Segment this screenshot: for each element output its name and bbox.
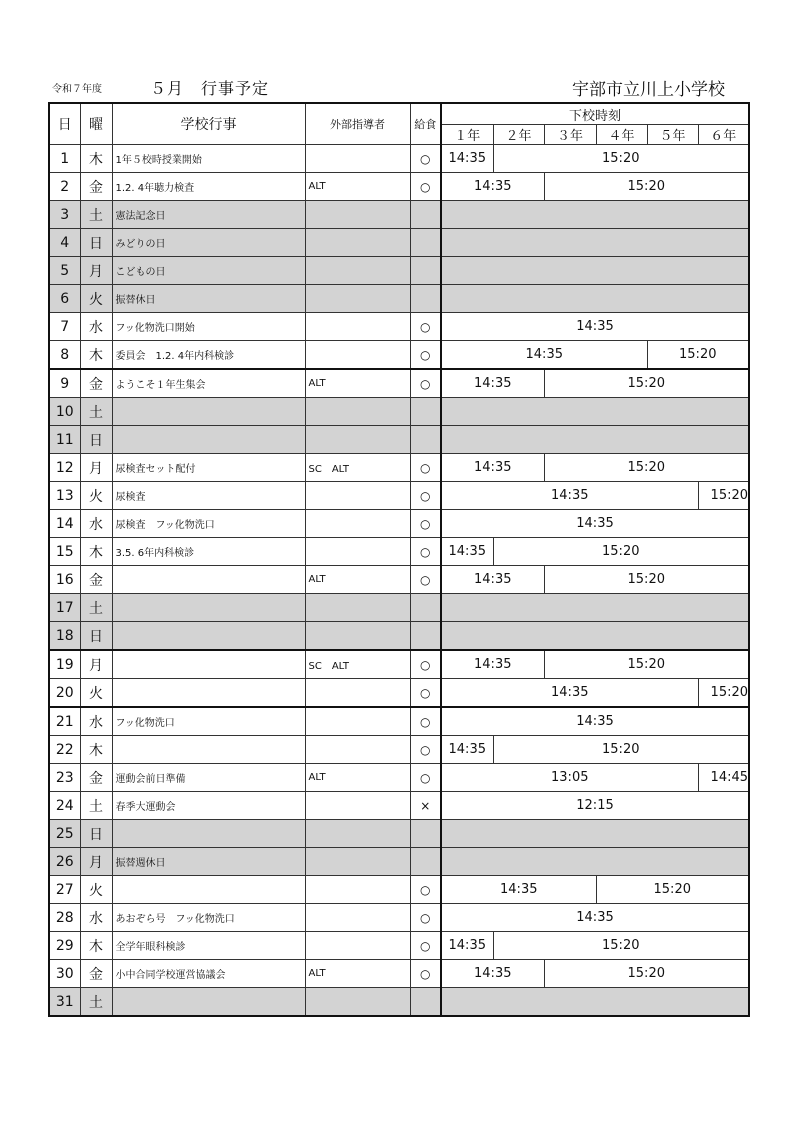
instructor-cell: ALT — [305, 960, 410, 988]
dismissal-time-cell: 14:35 — [441, 932, 493, 960]
table-row — [49, 736, 749, 764]
lunch-cell — [410, 622, 441, 651]
weekday-cell: 木 — [80, 736, 112, 764]
dismissal-cell — [441, 257, 749, 285]
weekday-cell: 水 — [80, 707, 112, 736]
weekday-cell: 火 — [80, 876, 112, 904]
instructor-cell — [305, 736, 410, 764]
event-cell: 小中合同学校運営協議会 — [112, 960, 305, 988]
dismissal-time-cell: 14:35 — [441, 482, 698, 510]
column-header-instructor: 外部指導者 — [305, 103, 410, 145]
dismissal-time-cell: 15:20 — [698, 679, 749, 708]
page-title: ５月 行事予定 — [150, 79, 270, 98]
lunch-cell: ○ — [410, 960, 441, 988]
event-cell: ようこそ１年生集会 — [112, 369, 305, 398]
event-cell: 尿検査 — [112, 482, 305, 510]
column-header-grade: ３年 — [544, 125, 596, 145]
day-cell: 17 — [49, 594, 80, 622]
day-cell: 26 — [49, 848, 80, 876]
weekday-cell: 木 — [80, 538, 112, 566]
event-cell — [112, 650, 305, 679]
event-cell — [112, 679, 305, 708]
fiscal-year-label: 令和７年度 — [52, 84, 102, 95]
lunch-cell — [410, 229, 441, 257]
weekday-cell: 土 — [80, 988, 112, 1017]
dismissal-time-cell: 15:20 — [544, 173, 749, 201]
instructor-cell: ALT — [305, 369, 410, 398]
dismissal-time-cell: 14:35 — [441, 341, 647, 370]
weekday-cell: 日 — [80, 229, 112, 257]
event-cell — [112, 398, 305, 426]
instructor-cell — [305, 313, 410, 341]
table-row — [49, 566, 749, 594]
instructor-cell — [305, 145, 410, 173]
instructor-cell — [305, 848, 410, 876]
dismissal-time-cell: 15:20 — [493, 538, 749, 566]
instructor-cell — [305, 820, 410, 848]
weekday-cell: 金 — [80, 764, 112, 792]
column-header-lunch: 給食 — [410, 103, 441, 145]
weekday-cell: 日 — [80, 426, 112, 454]
day-cell: 6 — [49, 285, 80, 313]
dismissal-time-cell: 15:20 — [544, 566, 749, 594]
dismissal-cell — [441, 285, 749, 313]
weekday-cell: 月 — [80, 650, 112, 679]
instructor-cell — [305, 257, 410, 285]
table-row — [49, 904, 749, 932]
instructor-cell — [305, 229, 410, 257]
event-cell: 1.2. 4年聴力検査 — [112, 173, 305, 201]
day-cell: 15 — [49, 538, 80, 566]
event-cell: 振替休日 — [112, 285, 305, 313]
dismissal-time-cell: 15:20 — [493, 736, 749, 764]
event-cell: 尿検査 フッ化物洗口 — [112, 510, 305, 538]
table-row — [49, 848, 749, 876]
day-cell: 12 — [49, 454, 80, 482]
dismissal-time-cell: 13:05 — [441, 764, 698, 792]
weekday-cell: 月 — [80, 257, 112, 285]
weekday-cell: 金 — [80, 960, 112, 988]
instructor-cell — [305, 792, 410, 820]
table-row — [49, 201, 749, 229]
dismissal-time-cell: 14:35 — [441, 510, 749, 538]
dismissal-time-cell: 14:35 — [441, 145, 493, 173]
table-row — [49, 594, 749, 622]
day-cell: 21 — [49, 707, 80, 736]
dismissal-time-cell: 14:35 — [441, 650, 544, 679]
table-row — [49, 173, 749, 201]
dismissal-time-cell: 14:35 — [441, 876, 596, 904]
dismissal-cell — [441, 820, 749, 848]
table-row — [49, 398, 749, 426]
weekday-cell: 土 — [80, 594, 112, 622]
instructor-cell: SC ALT — [305, 454, 410, 482]
lunch-cell — [410, 988, 441, 1017]
event-cell — [112, 736, 305, 764]
day-cell: 28 — [49, 904, 80, 932]
lunch-cell — [410, 257, 441, 285]
event-cell: 憲法記念日 — [112, 201, 305, 229]
table-row — [49, 960, 749, 988]
instructor-cell — [305, 510, 410, 538]
weekday-cell: 火 — [80, 482, 112, 510]
weekday-cell: 土 — [80, 398, 112, 426]
dismissal-time-cell: 14:35 — [441, 566, 544, 594]
dismissal-cell — [441, 426, 749, 454]
lunch-cell: ○ — [410, 764, 441, 792]
lunch-cell: ○ — [410, 566, 441, 594]
column-header-grade: ５年 — [647, 125, 698, 145]
table-row — [49, 538, 749, 566]
weekday-cell: 水 — [80, 510, 112, 538]
table-row — [49, 707, 749, 736]
weekday-cell: 金 — [80, 369, 112, 398]
weekday-cell: 水 — [80, 904, 112, 932]
instructor-cell — [305, 341, 410, 370]
dismissal-time-cell: 14:35 — [441, 960, 544, 988]
dismissal-time-cell: 15:20 — [493, 932, 749, 960]
lunch-cell: ○ — [410, 313, 441, 341]
dismissal-time-cell: 14:35 — [441, 707, 749, 736]
lunch-cell: ○ — [410, 932, 441, 960]
event-cell: 全学年眼科検診 — [112, 932, 305, 960]
event-cell — [112, 988, 305, 1017]
schedule-table — [48, 102, 750, 1017]
weekday-cell: 水 — [80, 313, 112, 341]
day-cell: 4 — [49, 229, 80, 257]
weekday-cell: 月 — [80, 848, 112, 876]
table-row — [49, 341, 749, 370]
instructor-cell — [305, 988, 410, 1017]
weekday-cell: 月 — [80, 454, 112, 482]
dismissal-cell — [441, 201, 749, 229]
instructor-cell — [305, 679, 410, 708]
event-cell: あおぞら号 フッ化物洗口 — [112, 904, 305, 932]
weekday-cell: 木 — [80, 145, 112, 173]
dismissal-time-cell: 14:45 — [698, 764, 749, 792]
weekday-cell: 火 — [80, 679, 112, 708]
event-cell — [112, 426, 305, 454]
lunch-cell: ○ — [410, 173, 441, 201]
weekday-cell: 日 — [80, 820, 112, 848]
column-header-grade: ６年 — [698, 125, 749, 145]
day-cell: 2 — [49, 173, 80, 201]
lunch-cell: ○ — [410, 679, 441, 708]
weekday-cell: 土 — [80, 201, 112, 229]
lunch-cell: ○ — [410, 369, 441, 398]
instructor-cell: ALT — [305, 566, 410, 594]
lunch-cell: ○ — [410, 707, 441, 736]
event-cell: 1年５校時授業開始 — [112, 145, 305, 173]
table-row — [49, 145, 749, 173]
instructor-cell — [305, 707, 410, 736]
day-cell: 8 — [49, 341, 80, 370]
event-cell — [112, 876, 305, 904]
day-cell: 27 — [49, 876, 80, 904]
table-row — [49, 482, 749, 510]
table-row — [49, 426, 749, 454]
lunch-cell: ○ — [410, 145, 441, 173]
lunch-cell — [410, 594, 441, 622]
dismissal-time-cell: 15:20 — [544, 369, 749, 398]
event-cell: 振替週休日 — [112, 848, 305, 876]
event-cell: 運動会前日準備 — [112, 764, 305, 792]
dismissal-cell — [441, 229, 749, 257]
day-cell: 16 — [49, 566, 80, 594]
lunch-cell — [410, 398, 441, 426]
day-cell: 13 — [49, 482, 80, 510]
lunch-cell — [410, 820, 441, 848]
lunch-cell — [410, 201, 441, 229]
lunch-cell: ○ — [410, 650, 441, 679]
instructor-cell — [305, 876, 410, 904]
dismissal-cell — [441, 594, 749, 622]
table-row — [49, 932, 749, 960]
table-row — [49, 454, 749, 482]
event-cell: フッ化物洗口開始 — [112, 313, 305, 341]
instructor-cell — [305, 201, 410, 229]
dismissal-time-cell: 14:35 — [441, 538, 493, 566]
weekday-cell: 金 — [80, 566, 112, 594]
event-cell — [112, 594, 305, 622]
lunch-cell — [410, 848, 441, 876]
table-row — [49, 510, 749, 538]
table-row — [49, 622, 749, 651]
weekday-cell: 土 — [80, 792, 112, 820]
table-row — [49, 679, 749, 708]
day-cell: 25 — [49, 820, 80, 848]
event-cell: みどりの日 — [112, 229, 305, 257]
table-row — [49, 650, 749, 679]
dismissal-cell — [441, 622, 749, 651]
day-cell: 24 — [49, 792, 80, 820]
day-cell: 1 — [49, 145, 80, 173]
event-cell — [112, 622, 305, 651]
weekday-cell: 火 — [80, 285, 112, 313]
event-cell: フッ化物洗口 — [112, 707, 305, 736]
day-cell: 22 — [49, 736, 80, 764]
lunch-cell: ○ — [410, 538, 441, 566]
day-cell: 30 — [49, 960, 80, 988]
lunch-cell: ○ — [410, 482, 441, 510]
event-cell: 3.5. 6年内科検診 — [112, 538, 305, 566]
event-cell: 春季大運動会 — [112, 792, 305, 820]
column-header-grade: ２年 — [493, 125, 544, 145]
table-row — [49, 229, 749, 257]
dismissal-time-cell: 15:20 — [493, 145, 749, 173]
lunch-cell: ○ — [410, 736, 441, 764]
day-cell: 20 — [49, 679, 80, 708]
day-cell: 29 — [49, 932, 80, 960]
dismissal-time-cell: 14:35 — [441, 313, 749, 341]
day-cell: 14 — [49, 510, 80, 538]
dismissal-time-cell: 15:20 — [544, 650, 749, 679]
lunch-cell: × — [410, 792, 441, 820]
column-header-events: 学校行事 — [112, 103, 305, 145]
day-cell: 19 — [49, 650, 80, 679]
lunch-cell: ○ — [410, 454, 441, 482]
day-cell: 11 — [49, 426, 80, 454]
table-row — [49, 285, 749, 313]
dismissal-time-cell: 15:20 — [596, 876, 749, 904]
dismissal-time-cell: 14:35 — [441, 369, 544, 398]
instructor-cell — [305, 904, 410, 932]
instructor-cell: ALT — [305, 764, 410, 792]
dismissal-cell — [441, 848, 749, 876]
weekday-cell: 金 — [80, 173, 112, 201]
instructor-cell — [305, 426, 410, 454]
lunch-cell: ○ — [410, 876, 441, 904]
dismissal-time-cell: 14:35 — [441, 679, 698, 708]
instructor-cell: ALT — [305, 173, 410, 201]
table-row — [49, 313, 749, 341]
table-row — [49, 820, 749, 848]
dismissal-time-cell: 14:35 — [441, 904, 749, 932]
day-cell: 31 — [49, 988, 80, 1017]
instructor-cell — [305, 932, 410, 960]
column-header-day: 日 — [49, 103, 80, 145]
dismissal-time-cell: 14:35 — [441, 173, 544, 201]
day-cell: 9 — [49, 369, 80, 398]
event-cell — [112, 820, 305, 848]
dismissal-cell — [441, 398, 749, 426]
column-header-dismissal: 下校時刻 — [441, 103, 749, 125]
weekday-cell: 日 — [80, 622, 112, 651]
column-header-grade: １年 — [441, 125, 493, 145]
dismissal-time-cell: 15:20 — [698, 482, 749, 510]
column-header-weekday: 曜 — [80, 103, 112, 145]
dismissal-time-cell: 14:35 — [441, 736, 493, 764]
dismissal-time-cell: 14:35 — [441, 454, 544, 482]
lunch-cell: ○ — [410, 341, 441, 370]
day-cell: 7 — [49, 313, 80, 341]
event-cell — [112, 566, 305, 594]
table-row — [49, 369, 749, 398]
instructor-cell — [305, 594, 410, 622]
instructor-cell — [305, 622, 410, 651]
weekday-cell: 木 — [80, 341, 112, 370]
column-header-grade: ４年 — [596, 125, 647, 145]
table-row — [49, 764, 749, 792]
instructor-cell: SC ALT — [305, 650, 410, 679]
day-cell: 3 — [49, 201, 80, 229]
day-cell: 5 — [49, 257, 80, 285]
dismissal-time-cell: 15:20 — [544, 960, 749, 988]
day-cell: 10 — [49, 398, 80, 426]
dismissal-time-cell: 12:15 — [441, 792, 749, 820]
table-row — [49, 876, 749, 904]
instructor-cell — [305, 398, 410, 426]
dismissal-cell — [441, 988, 749, 1017]
table-row — [49, 988, 749, 1017]
table-row — [49, 792, 749, 820]
school-name: 宇部市立川上小学校 — [572, 80, 725, 100]
event-cell: 尿検査セット配付 — [112, 454, 305, 482]
weekday-cell: 木 — [80, 932, 112, 960]
lunch-cell — [410, 426, 441, 454]
lunch-cell — [410, 285, 441, 313]
day-cell: 18 — [49, 622, 80, 651]
lunch-cell: ○ — [410, 904, 441, 932]
lunch-cell: ○ — [410, 510, 441, 538]
table-row — [49, 257, 749, 285]
instructor-cell — [305, 538, 410, 566]
dismissal-time-cell: 15:20 — [544, 454, 749, 482]
instructor-cell — [305, 285, 410, 313]
event-cell: 委員会 1.2. 4年内科検診 — [112, 341, 305, 370]
instructor-cell — [305, 482, 410, 510]
dismissal-time-cell: 15:20 — [647, 341, 749, 370]
event-cell: こどもの日 — [112, 257, 305, 285]
day-cell: 23 — [49, 764, 80, 792]
